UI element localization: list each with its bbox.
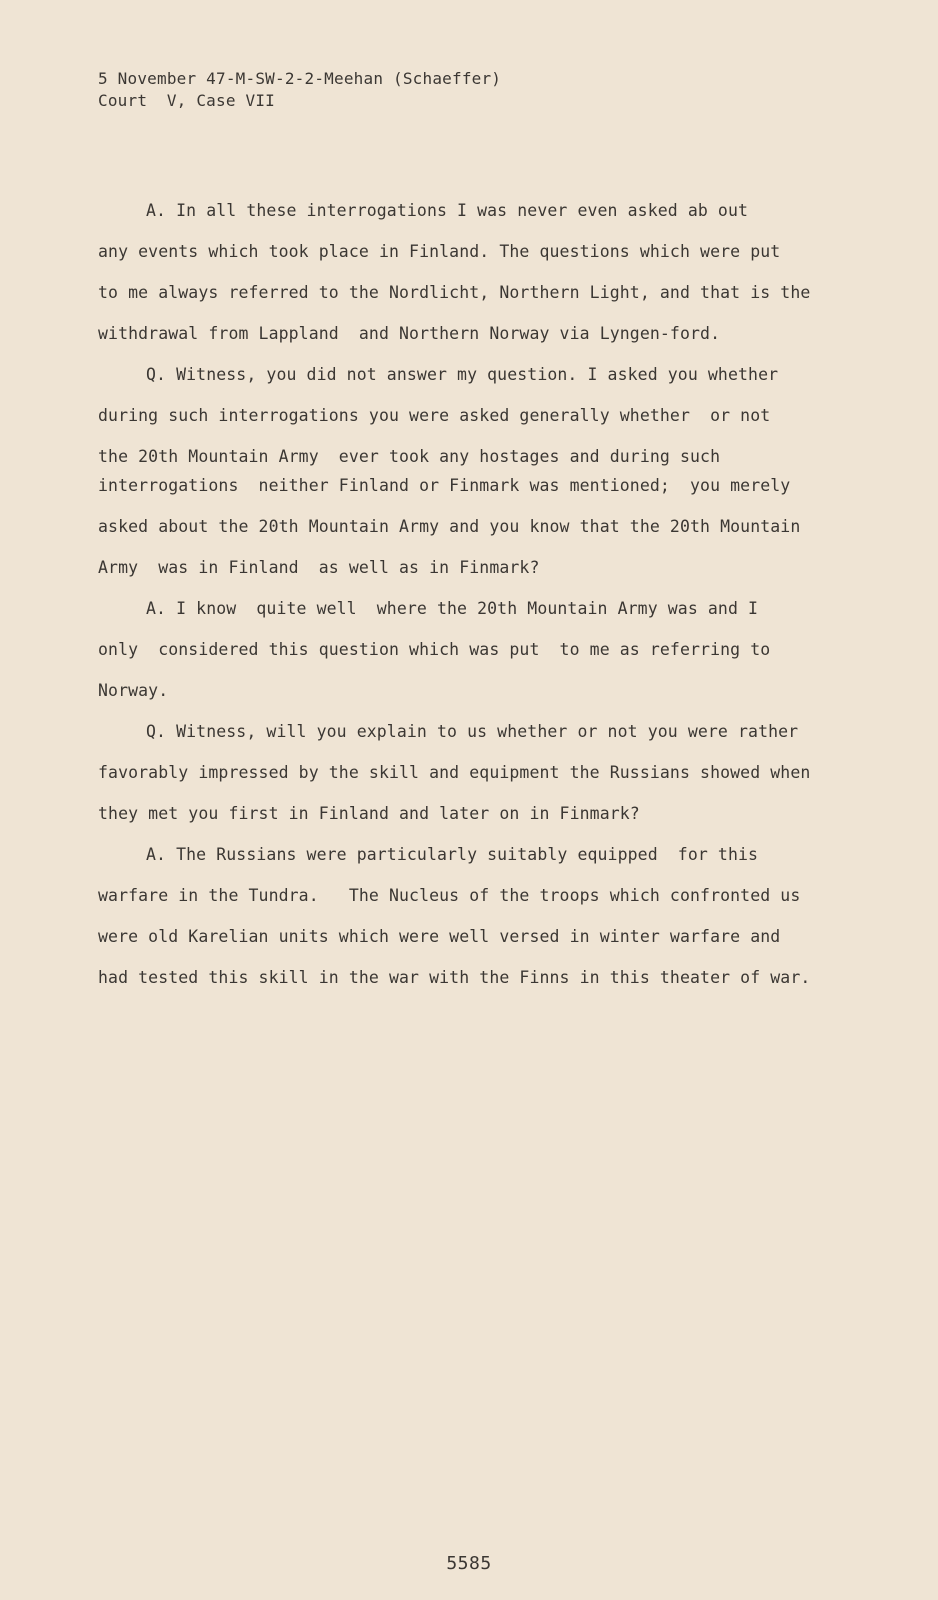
header-line-date-reference: 5 November 47-M-SW-2-2-Meehan (Schaeffer) (98, 69, 502, 88)
text-line: were old Karelian units which were well versed in winter warfare and (98, 927, 781, 946)
text-line: any events which took place in Finland. The questions which were put (98, 242, 781, 261)
question-line: Q. Witness, will you explain to us whether or not you were rather (146, 722, 799, 741)
text-line: favorably impressed by the skill and equipment the Russians showed when (98, 763, 811, 782)
answer-line: A. The Russians were particularly suitably equipped for this (146, 845, 759, 864)
document-header (98, 68, 501, 112)
answer-line: A. I know quite well where the 20th Mountain Army was and I (146, 599, 759, 618)
text-line: interrogations neither Finland or Finmark was mentioned; you merely (98, 476, 791, 495)
text-line: the 20th Mountain Army ever took any hostages and during such (98, 447, 721, 466)
question-line: Q. Witness, you did not answer my question. I asked you whether (146, 365, 779, 384)
page-number: 5585 (446, 1553, 492, 1574)
text-line: to me always referred to the Nordlicht, Northern Light, and that is the (98, 283, 811, 302)
text-line: had tested this skill in the war with the Finns in this theater of war. (98, 968, 811, 987)
text-line: only considered this question which was put to me as referring to (98, 640, 771, 659)
answer-line: A. In all these interrogations I was never even asked ab out (146, 201, 749, 220)
text-line: withdrawal from Lappland and Northern Norway via Lyngen-ford. (98, 324, 721, 343)
text-line: Norway. (98, 681, 169, 700)
text-line: warfare in the Tundra. The Nucleus of the troops which confronted us (98, 886, 801, 905)
text-line: asked about the 20th Mountain Army and you know that the 20th Mountain (98, 517, 801, 536)
text-line: Army was in Finland as well as in Finmark? (98, 558, 540, 577)
transcript-body (98, 190, 838, 998)
text-line: they met you first in Finland and later on in Finmark? (98, 804, 640, 823)
header-line-court-case: Court V, Case VII (98, 91, 275, 110)
text-line: during such interrogations you were asked generally whether or not (98, 406, 771, 425)
